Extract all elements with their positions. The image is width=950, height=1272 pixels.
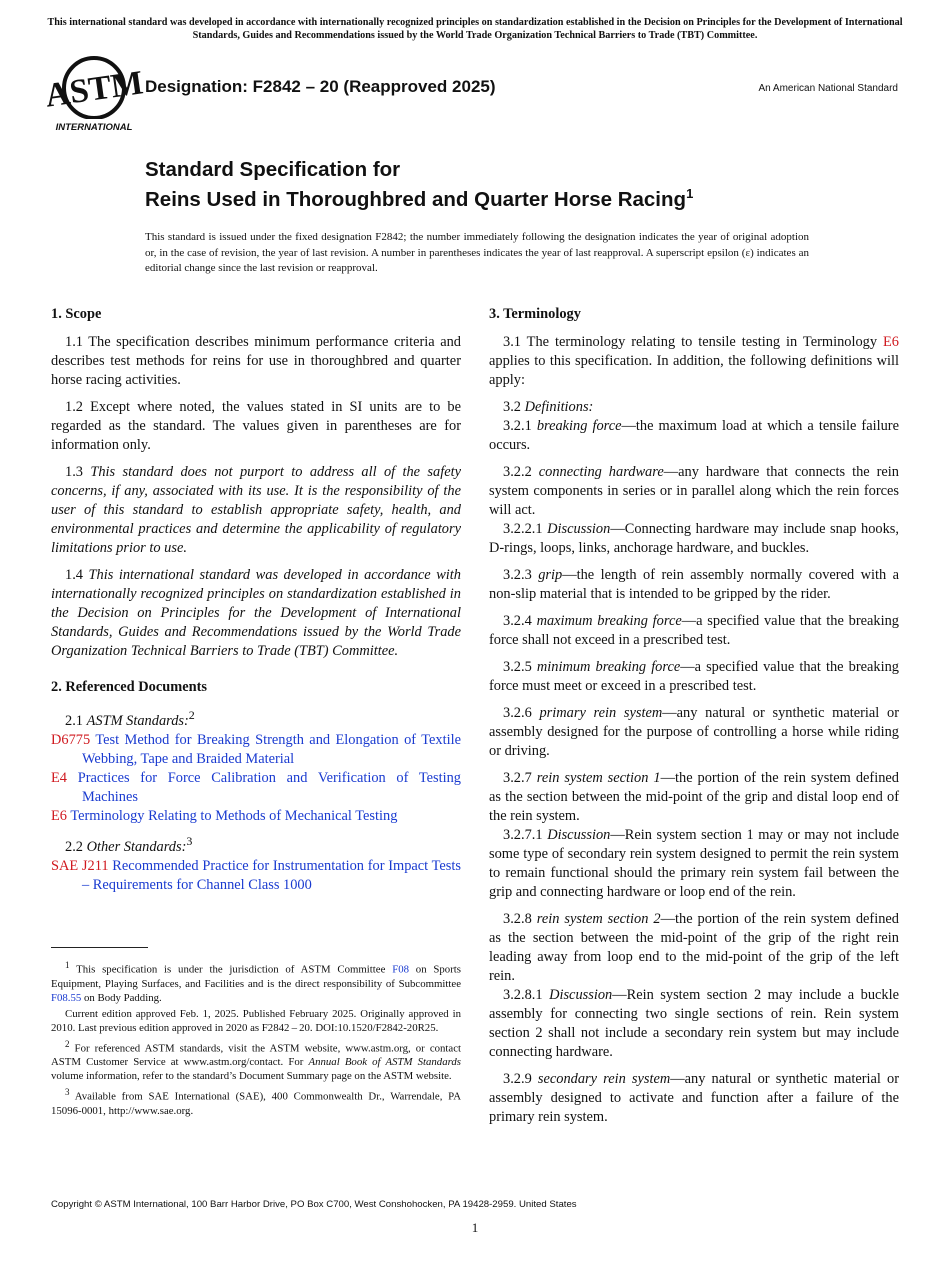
definition-number: 3.2.7.1 xyxy=(503,827,548,843)
definition-number: 3.2.4 xyxy=(503,613,537,629)
definition-item xyxy=(489,520,899,558)
reference-item xyxy=(51,807,461,826)
right-column xyxy=(489,305,899,1127)
definition-number: 3.2.3 xyxy=(503,567,539,583)
para-1-4: 1.4 This international standard was developed in accordance with internationally recognized principles on standardization established in the Decision on Principles for the Development of International Standards, Guides and Recommendations issued by the World Trade Organization Technical Barriers to Trade (TBT) Committee. xyxy=(51,567,461,659)
astm-reference-list xyxy=(51,731,461,826)
definition-item xyxy=(489,910,899,986)
para-3-1: 3.1 The terminology relating to tensile testing in Terminology E6 applies to this specification. In addition, the following definitions will apply: xyxy=(489,334,899,388)
definition-text: —any natural or synthetic material or assembly designed for the purpose of controlling a horse while riding or driving. xyxy=(489,705,899,759)
definition-number: 3.2.2 xyxy=(503,464,539,480)
definition-text: —any hardware that connects the rein system components in series or in parallel along which the rein forces will act. xyxy=(489,464,899,518)
definition-number: 3.2.1 xyxy=(503,418,537,434)
definition-item xyxy=(489,1070,899,1127)
definition-number: 3.2.6 xyxy=(503,705,540,721)
definition-text: —the maximum load at which a tensile failure occurs. xyxy=(489,418,899,453)
para-3-2: 3.2 Definitions: xyxy=(503,399,594,415)
definition-text: —Rein system section 2 may include a buckle assembly for connecting two single sections of rein. Rein system section 2 shall not include a secondary rein system but may include connecting hardware. xyxy=(489,987,899,1060)
definition-text: —Rein system section 1 may or may not include some type of secondary rein system designed to permit the rein system to remain functional should the primary rein system fail between the grip and connecting hardware or loop end of the rein. xyxy=(489,827,899,900)
para-2-1: 2.1 ASTM Standards:$^2$ xyxy=(65,708,195,729)
section-2-heading: 2. Referenced Documents xyxy=(51,679,207,695)
definition-term: primary rein system xyxy=(539,705,663,721)
reference-title-link[interactable]: Test Method for Breaking Strength and Elongation of Textile Webbing, Tape and Braided Material xyxy=(82,731,461,767)
reference-code-link[interactable]: D6775 xyxy=(51,731,91,748)
subcommittee-link[interactable]: F08.55 xyxy=(51,991,82,1004)
footnote-3: $^3$ Available from SAE International (SAE), 400 Commonwealth Dr., Warrendale, PA 15096-0001, http://www.sae.org. xyxy=(51,1087,461,1117)
definition-number: 3.2.9 xyxy=(503,1071,538,1087)
reference-code-link[interactable]: E6 xyxy=(51,807,67,824)
para-1-1: 1.1 The specification describes minimum performance criteria and describes test methods for reins for use in thoroughbred and quarter horse racing activities. xyxy=(51,334,461,388)
definition-term: grip xyxy=(538,567,563,583)
para-2-2: 2.2 Other Standards:$^3$ xyxy=(65,833,193,855)
para-1-2: 1.2 Except where noted, the values stated in SI units are to be regarded as the standard. The values given in parentheses are for information only. xyxy=(51,399,461,453)
reference-title-link[interactable]: Practices for Force Calibration and Verification of Testing Machines xyxy=(77,769,461,805)
reference-item xyxy=(51,769,461,807)
svg-text:ASTM: ASTM xyxy=(42,64,146,115)
definition-item xyxy=(489,566,899,604)
definition-text: —the length of rein assembly normally covered with a non-slip material that is intended to be gripped by the rider. xyxy=(489,567,899,602)
committee-link[interactable]: F08 xyxy=(392,963,409,976)
definition-term: Discussion xyxy=(549,987,613,1003)
definition-text: —Connecting hardware may include snap hooks, D-rings, loops, links, anchorage hardware, and buckles. xyxy=(489,521,899,556)
title-line-2: Reins Used in Thoroughbred and Quarter Horse Racing$^1$ xyxy=(145,186,694,211)
definition-item xyxy=(489,658,899,696)
footnote-2: $^2$ For referenced ASTM standards, visit the ASTM website, www.astm.org, or contact ASTM Customer Service at www.astm.org/contact. For Annual Book of ASTM Standards volume information, refer to the standard’s Document Summary page on the ASTM website. xyxy=(51,1038,461,1083)
definition-text: —the portion of the rein system defined as the section between the mid-point of the grip and distal loop end of the rein system. xyxy=(489,770,899,824)
section-3-heading: 3. Terminology xyxy=(489,306,581,322)
svg-text:INTERNATIONAL: INTERNATIONAL xyxy=(55,122,133,133)
definition-item xyxy=(489,612,899,650)
definition-term: rein system section 2 xyxy=(536,911,661,927)
definition-item xyxy=(489,826,899,902)
reference-title-link[interactable]: Recommended Practice for Instrumentation for Impact Tests – Requirements for Channel Class 1000 xyxy=(82,857,461,893)
wto-statement: This international standard was developed in accordance with internationally recognized principles on standardization established in the Decision on Principles for the Development of International Standards, Guides and Recommendations issued by the World Trade Organization Technical Barriers to Trade (TBT) Committee. xyxy=(47,17,903,41)
definition-term: connecting hardware xyxy=(538,464,664,480)
left-column xyxy=(51,305,461,895)
definition-number: 3.2.8.1 xyxy=(503,987,550,1003)
page-number: 1 xyxy=(471,1220,479,1235)
section-1-heading: 1. Scope xyxy=(51,306,102,322)
definition-number: 3.2.5 xyxy=(503,659,537,675)
designation: Designation: F2842 – 20 (Reapproved 2025) xyxy=(145,77,496,96)
footnote-edition: Current edition approved Feb. 1, 2025. Published February 2025. Originally approved in 2010. Last previous edition approved in 2020 as F2842 – 20. DOI:10.1520/F2842-20R25. xyxy=(51,1007,461,1034)
reference-item xyxy=(51,731,461,769)
footnotes xyxy=(51,958,461,1120)
american-national-standard-label: An American National Standard xyxy=(758,83,898,94)
definition-term: Discussion xyxy=(547,521,611,537)
reference-code-link[interactable]: E4 xyxy=(51,769,67,786)
definition-number: 3.2.7 xyxy=(503,770,537,786)
definition-term: Discussion xyxy=(547,827,611,843)
definition-text: —a specified value that the breaking force shall not exceed in a prescribed test. xyxy=(489,613,899,648)
definition-item xyxy=(489,704,899,761)
definition-term: secondary rein system xyxy=(537,1071,671,1087)
copyright-notice: Copyright © ASTM International, 100 Barr Harbor Drive, PO Box C700, West Conshohocken, PA 19428-2959. United States xyxy=(51,1199,577,1210)
reference-title-link[interactable]: Terminology Relating to Methods of Mechanical Testing xyxy=(70,807,398,824)
title-line-1: Standard Specification for xyxy=(145,158,401,181)
definition-item xyxy=(489,986,899,1062)
page-title xyxy=(145,158,693,212)
other-reference-list xyxy=(51,857,461,895)
para-1-3: 1.3 This standard does not purport to address all of the safety concerns, if any, associated with its use. It is the responsibility of the user of this standard to establish appropriate safety, health, and environmental practices and determine the applicability of regulatory limitations prior to use. xyxy=(51,464,461,556)
definition-text: —the portion of the rein system defined as the section between the mid-point of the grip of the right rein leading away from loop end to the mid-point of the grip of the left rein. xyxy=(489,911,899,984)
definition-term: minimum breaking force xyxy=(536,659,681,675)
footnote-1: $^1$ This specification is under the jurisdiction of ASTM Committee F08 on Sports Equipment, Playing Surfaces, and Facilities and is the direct responsibility of Subcommittee F08.55 on Body Padding. xyxy=(51,960,461,1004)
definition-item xyxy=(489,463,899,520)
definition-number: 3.2.8 xyxy=(503,911,537,927)
definition-term: maximum breaking force xyxy=(536,613,682,629)
definition-text: —a specified value that the breaking force must meet or exceed in a prescribed test. xyxy=(489,659,899,694)
definition-text: —any natural or synthetic material or assembly designed to activate and function after a failure of the primary rein system. xyxy=(489,1071,899,1125)
footnote-divider xyxy=(51,947,148,948)
definition-term: breaking force xyxy=(536,418,622,434)
definitions-list xyxy=(489,417,899,1127)
definition-item xyxy=(489,769,899,826)
e6-link[interactable]: E6 xyxy=(883,334,899,350)
definition-term: rein system section 1 xyxy=(536,770,661,786)
definition-number: 3.2.2.1 xyxy=(503,521,548,537)
issue-note: This standard is issued under the fixed designation F2842; the number immediately following the designation indicates the year of original adoption or, in the case of revision, the year of last revision. A number in parentheses indicates the year of last reapproval. A superscript epsilon (ε) indicates an editorial change since the last revision or reapproval. xyxy=(145,231,809,274)
reference-code-link[interactable]: SAE J211 xyxy=(51,857,109,874)
astm-international-logo xyxy=(42,55,146,133)
definition-item xyxy=(489,417,899,455)
reference-item xyxy=(51,857,461,895)
title-footnote-mark[interactable]: 1 xyxy=(686,186,694,201)
